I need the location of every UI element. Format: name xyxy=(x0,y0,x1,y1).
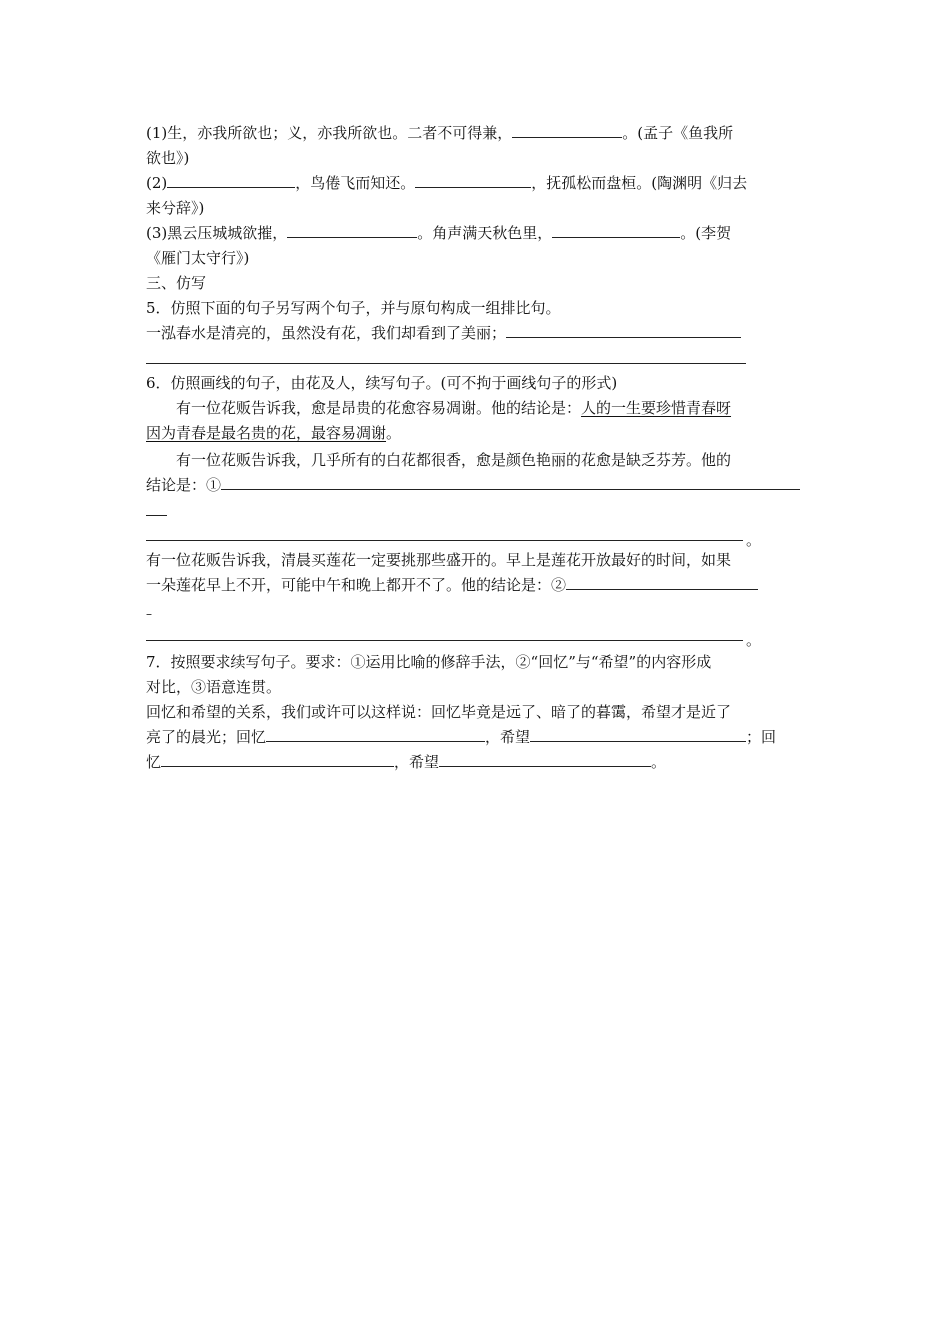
q7-prompt-line-1: 7．按照要求续写句子。要求：①运用比喻的修辞手法，②“回忆”与“希望”的内容形成 xyxy=(146,653,712,671)
answer-blank[interactable] xyxy=(530,726,746,742)
q7-text: ，希望 xyxy=(485,728,531,746)
answer-line[interactable] xyxy=(146,640,743,641)
answer-line[interactable] xyxy=(146,540,743,541)
q6-para-2-line-2 xyxy=(146,474,800,496)
q4-line-5 xyxy=(146,222,731,244)
underlined-sentence: 因为青春是最名贵的花，最容易凋谢 xyxy=(146,424,387,442)
q4-text: (1)生，亦我所欲也；义，亦我所欲也。二者不可得兼， xyxy=(146,124,513,142)
q6-para-1-line-2 xyxy=(146,422,401,444)
q6-para-1-line-1 xyxy=(176,397,731,419)
q6-para-3-line-2 xyxy=(146,574,758,596)
q6-text: 结论是：① xyxy=(146,476,222,494)
q4-text: ，抚孤松而盘桓。(陶渊明《归去 xyxy=(531,174,748,192)
q6-para-2-line-1: 有一位花贩告诉我，几乎所有的白花都很香，愈是颜色艳丽的花愈是缺乏芬芳。他的 xyxy=(176,451,732,469)
dash-mark: – xyxy=(146,607,152,621)
q4-text: 。角声满天秋色里， xyxy=(417,224,553,242)
q4-line-2: 欲也》) xyxy=(146,149,190,167)
q6-text: 有一位花贩告诉我，愈是昂贵的花愈容易凋谢。他的结论是： xyxy=(176,399,582,417)
answer-blank[interactable] xyxy=(287,222,417,238)
underlined-sentence: 人的一生要珍惜青春呀 xyxy=(581,399,732,417)
answer-blank[interactable] xyxy=(415,172,531,188)
answer-blank[interactable] xyxy=(566,574,758,590)
q7-text: 忆 xyxy=(146,753,162,771)
q4-text: (3)黑云压城城欲摧， xyxy=(146,224,288,242)
q7-line-3 xyxy=(146,751,666,773)
q5-prompt: 5．仿照下面的句子另写两个句子，并与原句构成一组排比句。 xyxy=(146,299,561,317)
section-heading: 三、仿写 xyxy=(146,274,207,292)
q5-text: 一泓春水是清亮的，虽然没有花，我们却看到了美丽； xyxy=(146,324,507,342)
answer-blank[interactable] xyxy=(221,474,800,490)
answer-blank[interactable] xyxy=(439,751,651,767)
q4-line-3 xyxy=(146,172,747,194)
answer-blank[interactable] xyxy=(506,322,741,338)
q4-text: (2) xyxy=(146,174,168,192)
answer-blank[interactable] xyxy=(552,222,680,238)
q6-text: 一朵莲花早上不开，可能中午和晚上都开不了。他的结论是：② xyxy=(146,576,567,594)
q4-text: 。(孟子《鱼我所 xyxy=(622,124,734,142)
q7-line-1: 回忆和希望的关系，我们或许可以这样说：回忆毕竟是远了、暗了的暮霭，希望才是近了 xyxy=(146,703,732,721)
q7-text: ；回 xyxy=(746,728,777,746)
q5-line xyxy=(146,322,741,344)
answer-blank[interactable] xyxy=(266,726,485,742)
q7-text: 。 xyxy=(651,753,667,771)
answer-blank[interactable] xyxy=(161,751,394,767)
q7-line-2 xyxy=(146,726,776,748)
answer-line[interactable] xyxy=(146,363,746,364)
q7-text: 亮了的晨光；回忆 xyxy=(146,728,267,746)
q6-para-3-line-1: 有一位花贩告诉我，清晨买莲花一定要挑那些盛开的。早上是莲花开放最好的时间，如果 xyxy=(146,551,732,569)
q6-text: 。 xyxy=(386,424,402,442)
answer-blank[interactable] xyxy=(167,172,295,188)
q6-end-1: 。 xyxy=(746,531,762,549)
answer-line-tail[interactable] xyxy=(146,515,167,516)
q6-end-2: 。 xyxy=(746,631,762,649)
q4-line-1 xyxy=(146,122,733,144)
q6-prompt: 6．仿照画线的句子，由花及人，续写句子。(可不拘于画线句子的形式) xyxy=(146,374,618,392)
answer-blank[interactable] xyxy=(512,122,622,138)
q4-text: 。(李贺 xyxy=(680,224,732,242)
q4-line-6: 《雁门太守行》) xyxy=(146,249,250,267)
q4-text: ，鸟倦飞而知还。 xyxy=(295,174,416,192)
q7-prompt-line-2: 对比，③语意连贯。 xyxy=(146,678,282,696)
q7-text: ，希望 xyxy=(394,753,440,771)
q4-line-4: 来兮辞》) xyxy=(146,199,205,217)
